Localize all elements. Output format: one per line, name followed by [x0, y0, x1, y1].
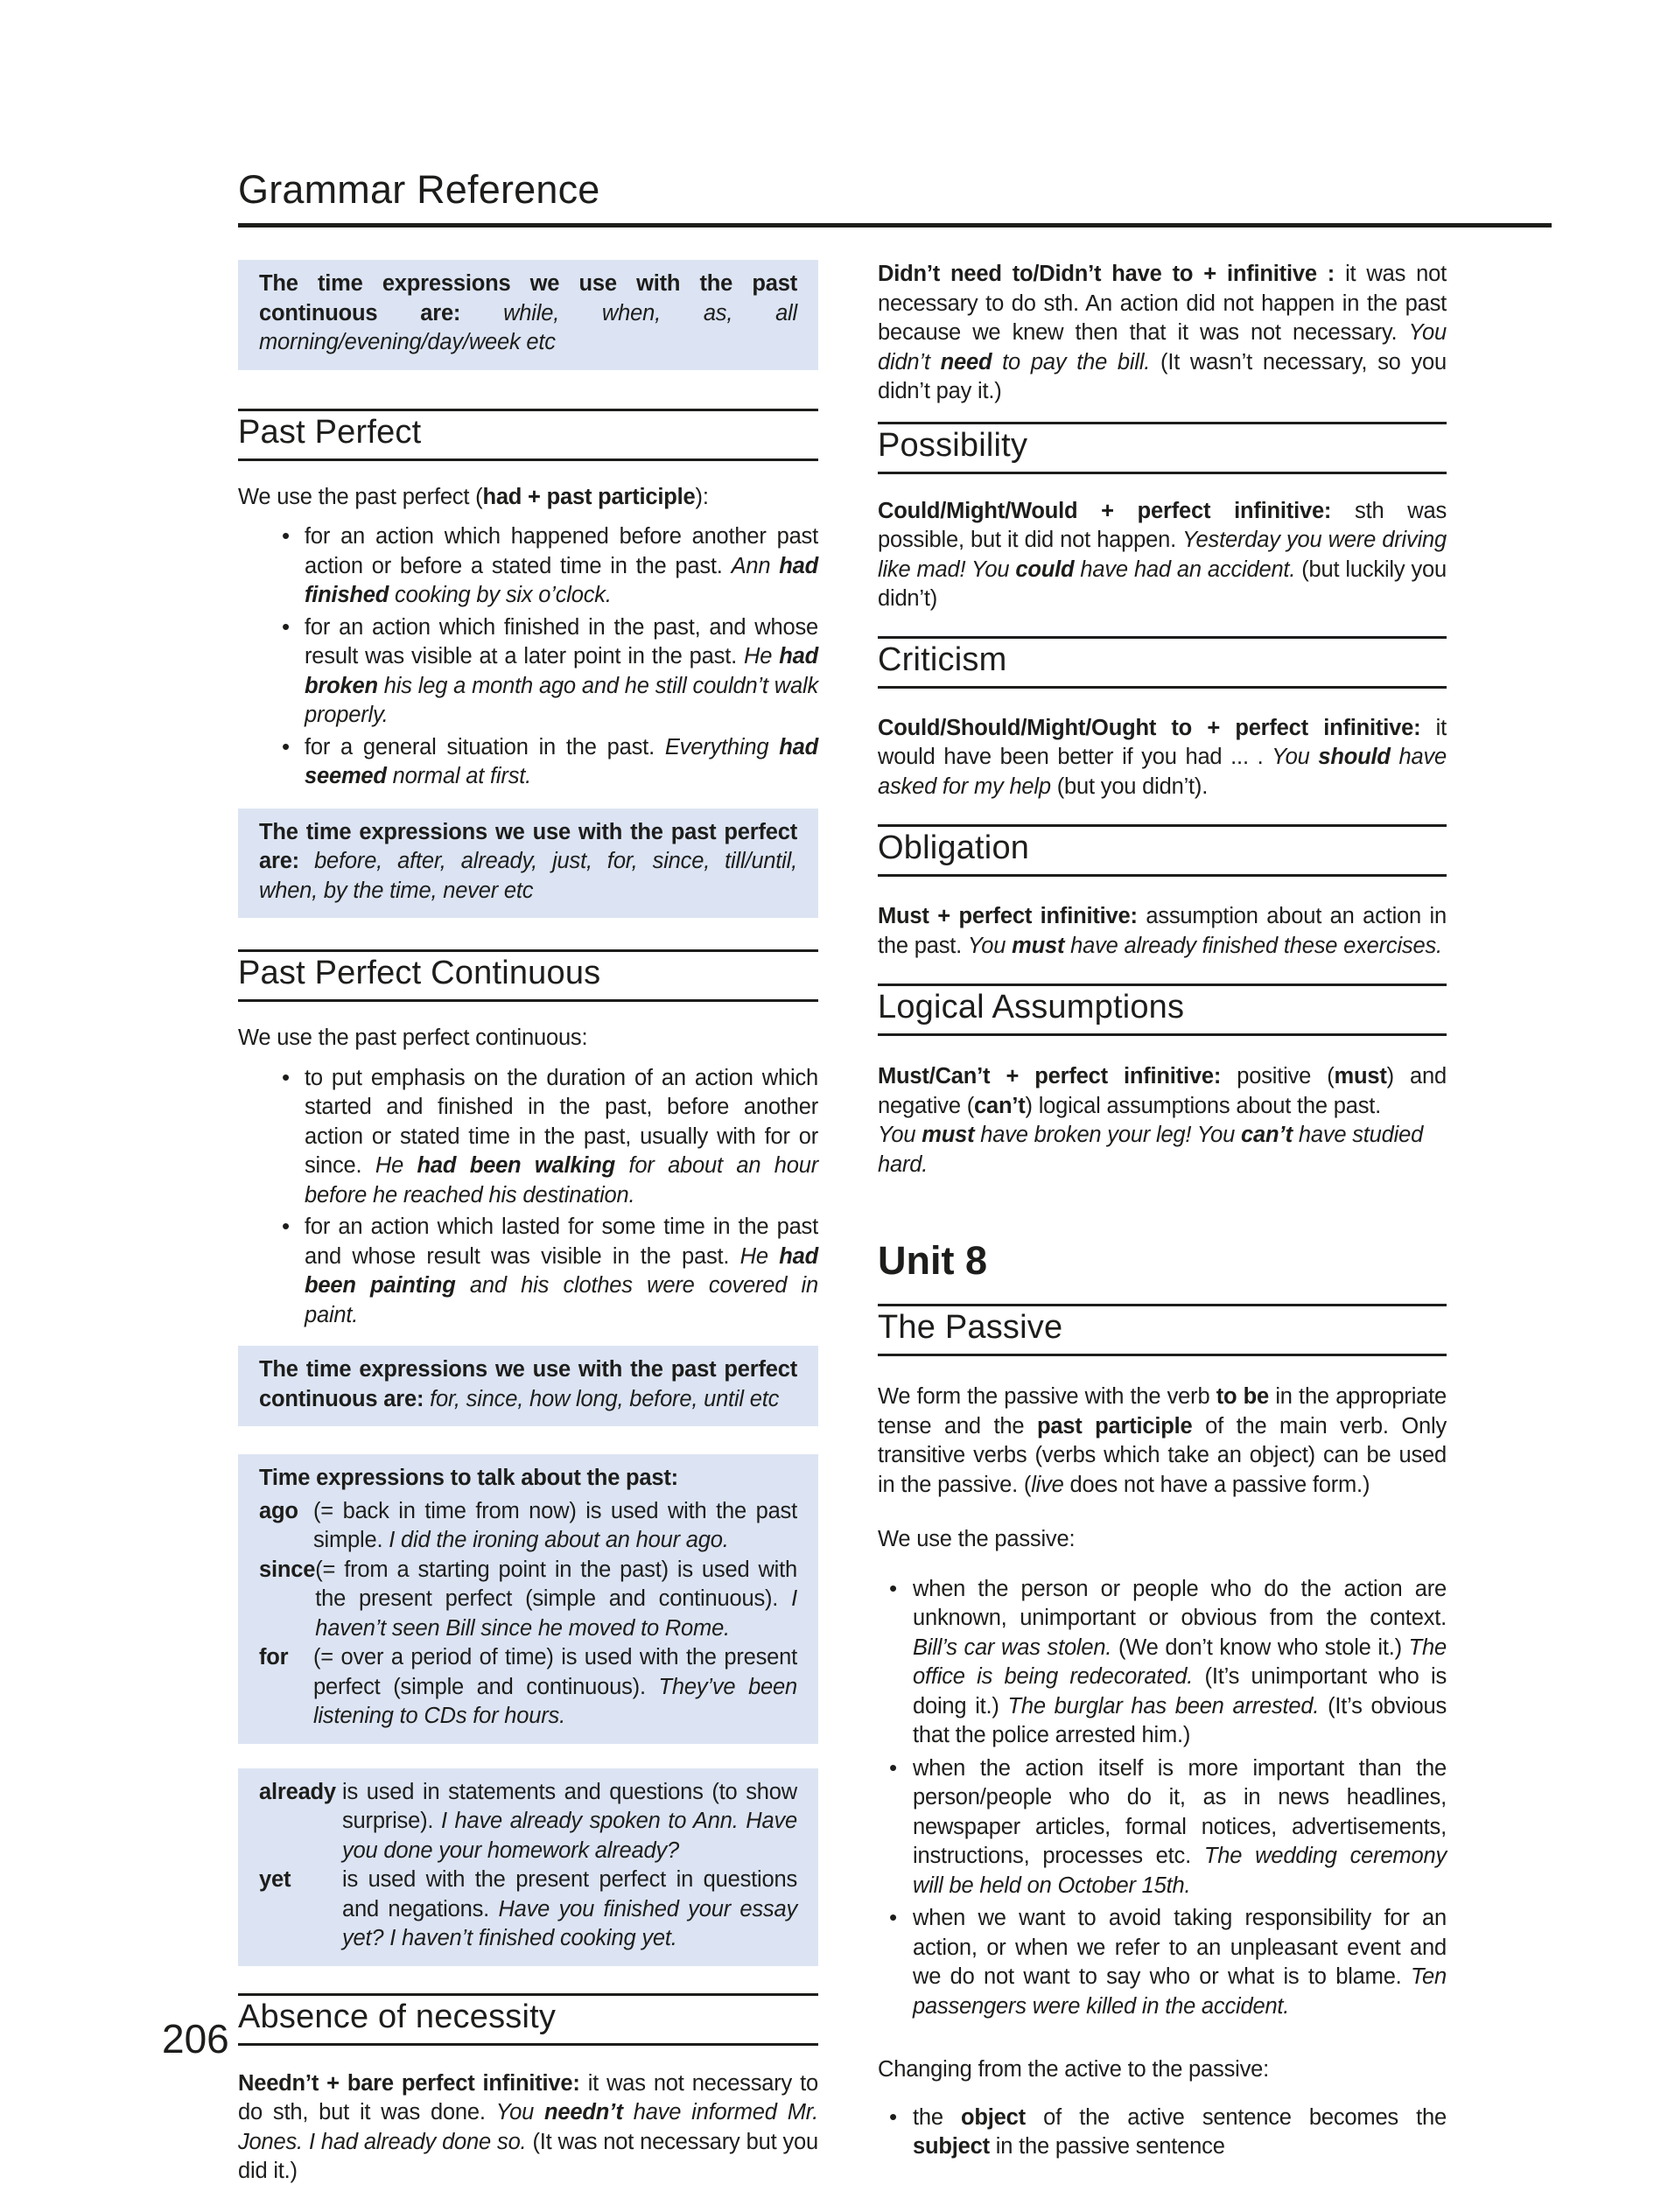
page-number: 206	[162, 2016, 229, 2062]
term-entry-ago	[259, 1497, 797, 1556]
paragraph-obligation: Must + perfect infinitive: assumption about an action in the past. You must have already finished these exercises.	[878, 904, 1447, 958]
section-heading-logical-assumptions: Logical Assumptions	[878, 984, 1447, 1036]
right-column	[878, 260, 1447, 2165]
term-entry-yet	[259, 1866, 797, 1954]
list-item	[238, 522, 818, 611]
list-item-text: when we want to avoid taking responsibility for an action, or when we refer to an unpleasant event and we do not want to say who or what is to blame. Ten passengers were killed in the accident.	[913, 1906, 1447, 2019]
bullet-list-past-perfect	[238, 522, 818, 792]
term-definition: (= from a starting point in the past) is used with the present perfect (simple and continuous). I haven’t seen Bill since he moved to Rome.	[315, 1557, 797, 1641]
paragraph-absence-of-necessity: Needn’t + bare perfect infinitive: it was not necessary to do sth, but it was done. You needn’t have informed Mr. Jones. I had already done so. (It was not necessary but you did it.)	[238, 2070, 818, 2183]
bullet-icon: •	[889, 1574, 897, 1601]
list-item-text: the object of the active sentence becomes the subject in the passive sentence	[913, 2104, 1447, 2159]
highlight-box-time-expressions	[238, 1454, 818, 1744]
section-heading-obligation: Obligation	[878, 824, 1447, 877]
term-label: already	[259, 1779, 336, 1804]
page-title: Grammar Reference	[238, 167, 600, 212]
highlight-box-text: The time expressions we use with the past perfect continuous are: for, since, how long, before, until etc	[259, 1357, 797, 1411]
highlight-box-text: The time expressions we use with the past continuous are: while, when, as, all morning/evening/day/week etc	[259, 271, 797, 354]
list-item	[238, 1213, 818, 1330]
section-heading-absence-of-necessity: Absence of necessity	[238, 1993, 818, 2046]
term-label: yet	[259, 1867, 291, 1892]
unit-heading: Unit 8	[878, 1238, 988, 1283]
list-item-text: when the action itself is more important than the person/people who do it, as in news headlines, newspaper articles, formal notices, advertisements, instructions, processes etc. The wedding ceremony will be held on October 15th.	[913, 1755, 1447, 1898]
list-item-text: when the person or people who do the action are unknown, unimportant or obvious from the context. Bill’s car was stolen. (We don’t know who stole it.) The office is being redecorated. (It’s unimportant who is doing it.) The burglar has been arrested. (It’s obvious that the police arrested him.)	[913, 1576, 1447, 1747]
bullet-list-changing	[878, 2104, 1447, 2162]
highlight-box-heading: Time expressions to talk about the past:	[259, 1466, 678, 1490]
list-item	[238, 1064, 818, 1211]
highlight-box-text: The time expressions we use with the past perfect are: before, after, already, just, for, since, till/until, when, by the time, never etc	[259, 819, 797, 903]
bullet-list-past-perfect-continuous	[238, 1064, 818, 1331]
list-item-text: for an action which finished in the past, and whose result was visible at a later point in the past. He had broken his leg a month ago and he still couldn’t walk properly.	[305, 614, 819, 727]
bullet-icon: •	[282, 732, 290, 760]
paragraph-use-passive-lead: We use the passive:	[878, 1527, 1076, 1551]
term-definition: (= over a period of time) is used with the present perfect (simple and continuous). They’ve been listening to CDs for hours.	[313, 1645, 797, 1728]
highlight-box-past-perfect-continuous	[238, 1346, 818, 1426]
bullet-icon: •	[282, 612, 290, 640]
list-item	[878, 1754, 1447, 1901]
highlight-box-past-continuous	[238, 260, 818, 370]
paragraph-logical-assumptions: Must/Can’t + perfect infinitive: positive (must) and negative (can’t) logical assumptions about the past.	[878, 1064, 1447, 1118]
list-item-text: for an action which happened before another past action or before a stated time in the past. Ann had finished cooking by six o’clock.	[305, 524, 818, 607]
paragraph-didnt-need-to: Didn’t need to/Didn’t have to + infinitive : it was not necessary to do sth. An action did not happen in the past because we knew then that it was not necessary. You didn’t need to pay the bill. (It wasn’t necessary, so you didn’t pay it.)	[878, 262, 1447, 403]
paragraph-logical-assumptions-example: You must have broken your leg! You can’t have studied hard.	[878, 1123, 1424, 1177]
bullet-list-passive-uses	[878, 1575, 1447, 2022]
list-item	[878, 1904, 1447, 2021]
list-item-text: to put emphasis on the duration of an action which started and finished in the past, before another action or stated time in the past, usually with for or since. He had been walking for about an hour before he reached his destination.	[305, 1065, 818, 1208]
bullet-icon: •	[282, 1213, 290, 1239]
bullet-icon: •	[889, 1754, 897, 1781]
list-item	[878, 1575, 1447, 1751]
term-definition: is used in statements and questions (to show surprise). I have already spoken to Ann. Have you done your homework already?	[342, 1779, 797, 1863]
list-item	[878, 2104, 1447, 2162]
section-heading-criticism: Criticism	[878, 636, 1447, 689]
paragraph-criticism: Could/Should/Might/Ought to + perfect infinitive: it would have been better if you had ... . You should have asked for my help (but you didn’t).	[878, 715, 1447, 799]
paragraph-possibility: Could/Might/Would + perfect infinitive: sth was possible, but it did not happen. Yesterday you were driving like mad! You could have had an accident. (but luckily you didn’t)	[878, 498, 1447, 611]
list-item-text: for an action which lasted for some time in the past and whose result was visible in the past. He had been painting and his clothes were covered in paint.	[305, 1214, 818, 1327]
bullet-icon: •	[282, 522, 290, 549]
highlight-box-past-perfect	[238, 808, 818, 919]
term-entry-for	[259, 1643, 797, 1732]
section-heading-past-perfect: Past Perfect	[238, 409, 818, 461]
bullet-icon: •	[889, 2103, 897, 2130]
term-label: for	[259, 1645, 289, 1670]
paragraph-passive-intro: We form the passive with the verb to be in the appropriate tense and the past participle of the main verb. Only transitive verbs (verbs which take an object) can be used in the passive. (live does not have a passive form.)	[878, 1384, 1447, 1497]
list-item	[238, 733, 818, 792]
highlight-box-already-yet	[238, 1768, 818, 1966]
term-definition: (= back in time from now) is used with the past simple. I did the ironing about an hour ago.	[313, 1498, 797, 1552]
section-heading-the-passive: The Passive	[878, 1304, 1447, 1356]
term-entry-since	[259, 1556, 797, 1644]
paragraph-past-perfect-intro: We use the past perfect (had + past participle):	[238, 484, 709, 509]
term-definition: is used with the present perfect in questions and negations. Have you finished your essay yet? I haven’t finished cooking yet.	[342, 1867, 797, 1950]
paragraph-ppc-intro: We use the past perfect continuous:	[238, 1026, 588, 1050]
list-item-text: for a general situation in the past. Everything had seemed normal at first.	[305, 734, 818, 788]
section-heading-past-perfect-continuous: Past Perfect Continuous	[238, 949, 818, 1002]
paragraph-changing-lead: Changing from the active to the passive:	[878, 2057, 1270, 2082]
term-label: ago	[259, 1498, 298, 1523]
bullet-icon: •	[282, 1063, 290, 1090]
list-item	[238, 613, 818, 731]
page-header	[238, 169, 1552, 228]
term-label: since	[259, 1557, 316, 1582]
section-heading-possibility: Possibility	[878, 422, 1447, 474]
left-column	[238, 260, 818, 2187]
term-entry-already	[259, 1778, 797, 1866]
bullet-icon: •	[889, 1904, 897, 1930]
